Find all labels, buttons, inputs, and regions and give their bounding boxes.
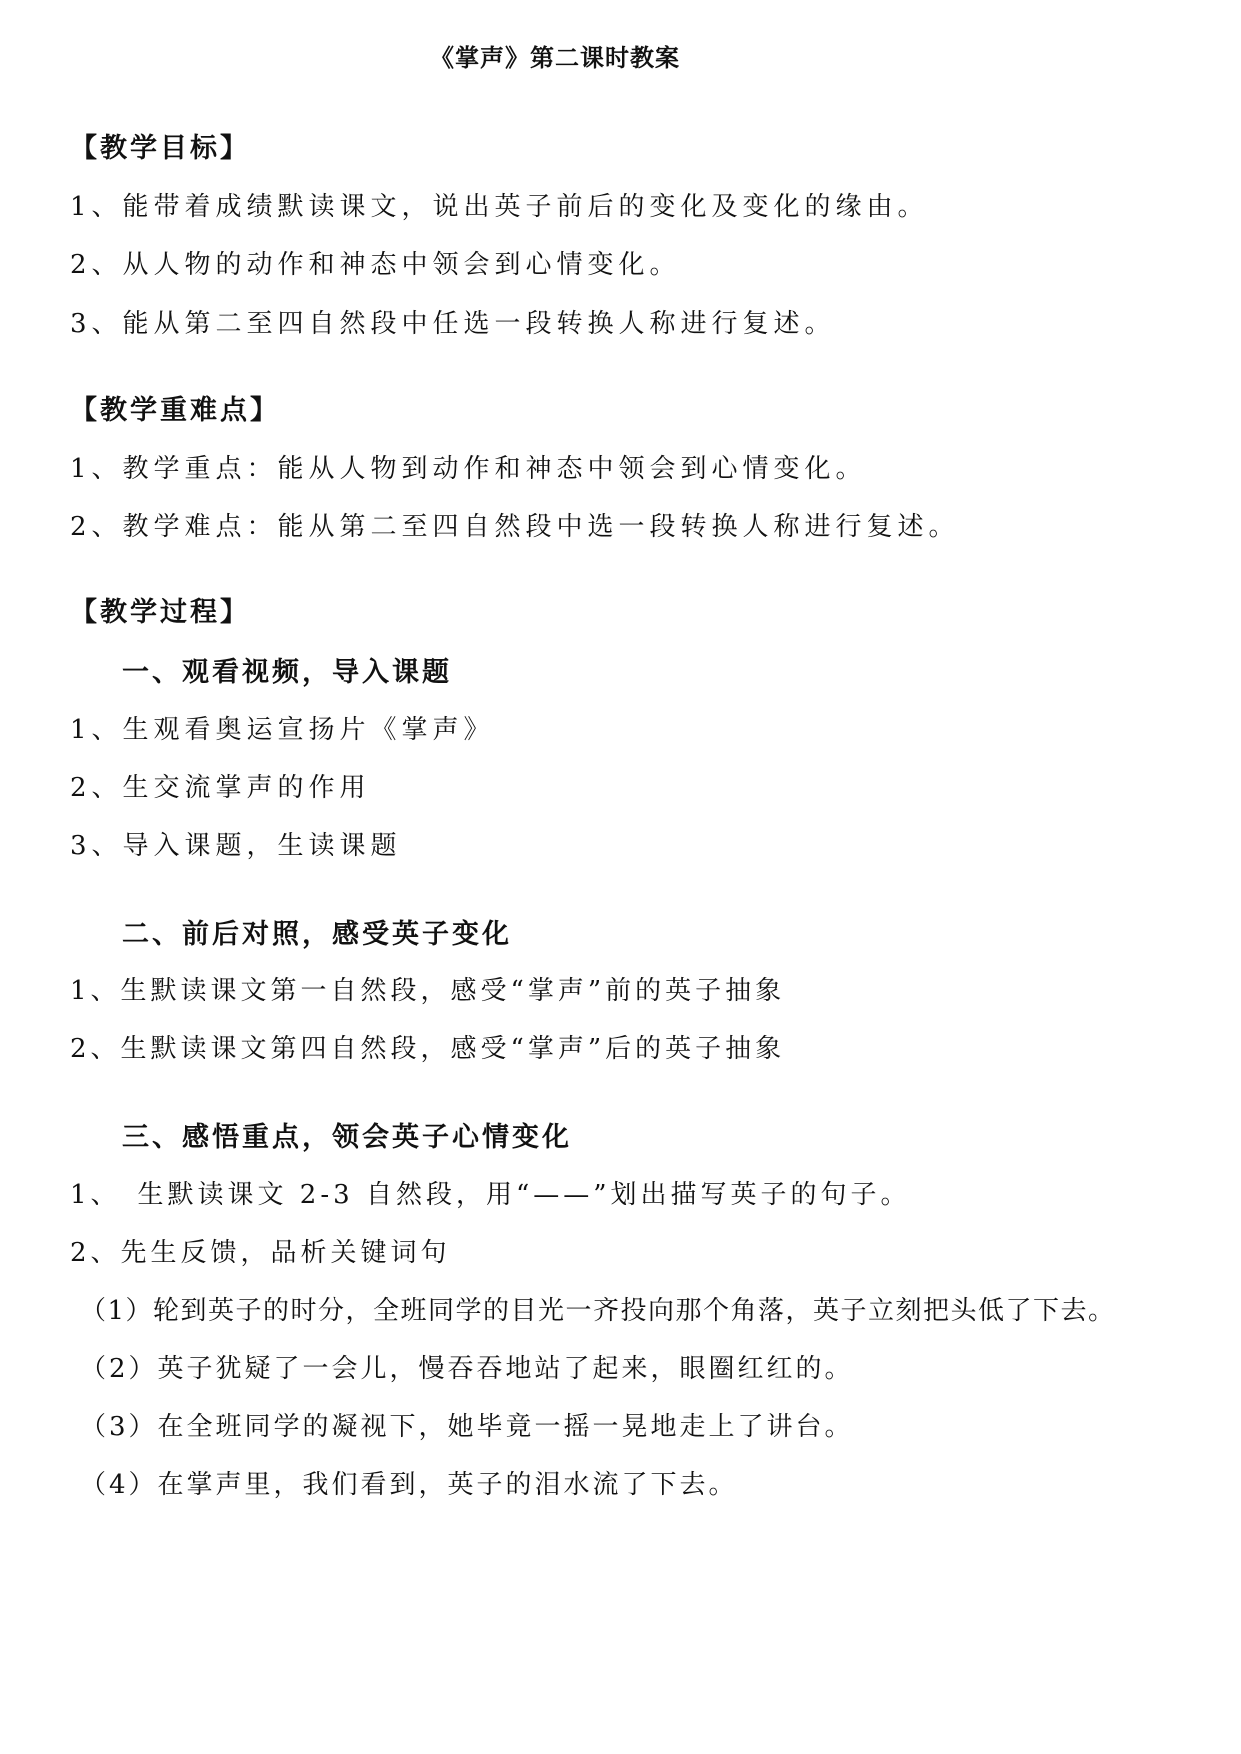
goal-item-1: 1、能带着成绩默读课文，说出英子前后的变化及变化的缘由。	[70, 192, 929, 222]
key-sentence-quote-4: （4）在掌声里，我们看到，英子的泪水流了下去。	[80, 1470, 738, 1500]
process-part-title-1: 一、观看视频，导入课题	[122, 657, 452, 688]
goal-item-2: 2、从人物的动作和神态中领会到心情变化。	[70, 250, 681, 280]
process-part-3-item-2: 2、先生反馈，品析关键词句	[70, 1238, 451, 1268]
key-point-item-2: 2、教学难点：能从第二至四自然段中选一段转换人称进行复述。	[70, 512, 960, 542]
process-part-2-item-1: 1、生默读课文第一自然段，感受“掌声”前的英子抽象	[70, 976, 786, 1006]
process-part-1-item-2: 2、生交流掌声的作用	[70, 773, 371, 803]
process-part-1-item-3: 3、导入课题，生读课题	[70, 831, 402, 861]
goal-item-3: 3、能从第二至四自然段中任选一段转换人称进行复述。	[70, 309, 836, 339]
section-heading-process: 【教学过程】	[70, 597, 250, 628]
process-part-title-3: 三、感悟重点，领会英子心情变化	[122, 1122, 572, 1153]
key-point-item-1: 1、教学重点：能从人物到动作和神态中领会到心情变化。	[70, 454, 867, 484]
key-sentence-quote-1: （1）轮到英子的时分，全班同学的目光一齐投向那个角落，英子立刻把头低了下去。	[80, 1296, 1116, 1326]
section-heading-key-points: 【教学重难点】	[70, 395, 280, 426]
section-heading-goals: 【教学目标】	[70, 133, 250, 164]
key-sentence-quote-2: （2）英子犹疑了一会儿，慢吞吞地站了起来，眼圈红红的。	[80, 1354, 854, 1384]
document-title: 《掌声》第二课时教案	[430, 44, 680, 72]
process-part-3-item-1: 1、 生默读课文 2-3 自然段，用“——”划出描写英子的句子。	[70, 1180, 911, 1210]
process-part-2-item-2: 2、生默读课文第四自然段，感受“掌声”后的英子抽象	[70, 1034, 786, 1064]
process-part-1-item-1: 1、生观看奥运宣扬片《掌声》	[70, 715, 495, 745]
process-part-title-2: 二、前后对照，感受英子变化	[122, 919, 512, 950]
key-sentence-quote-3: （3）在全班同学的凝视下，她毕竟一摇一晃地走上了讲台。	[80, 1412, 854, 1442]
